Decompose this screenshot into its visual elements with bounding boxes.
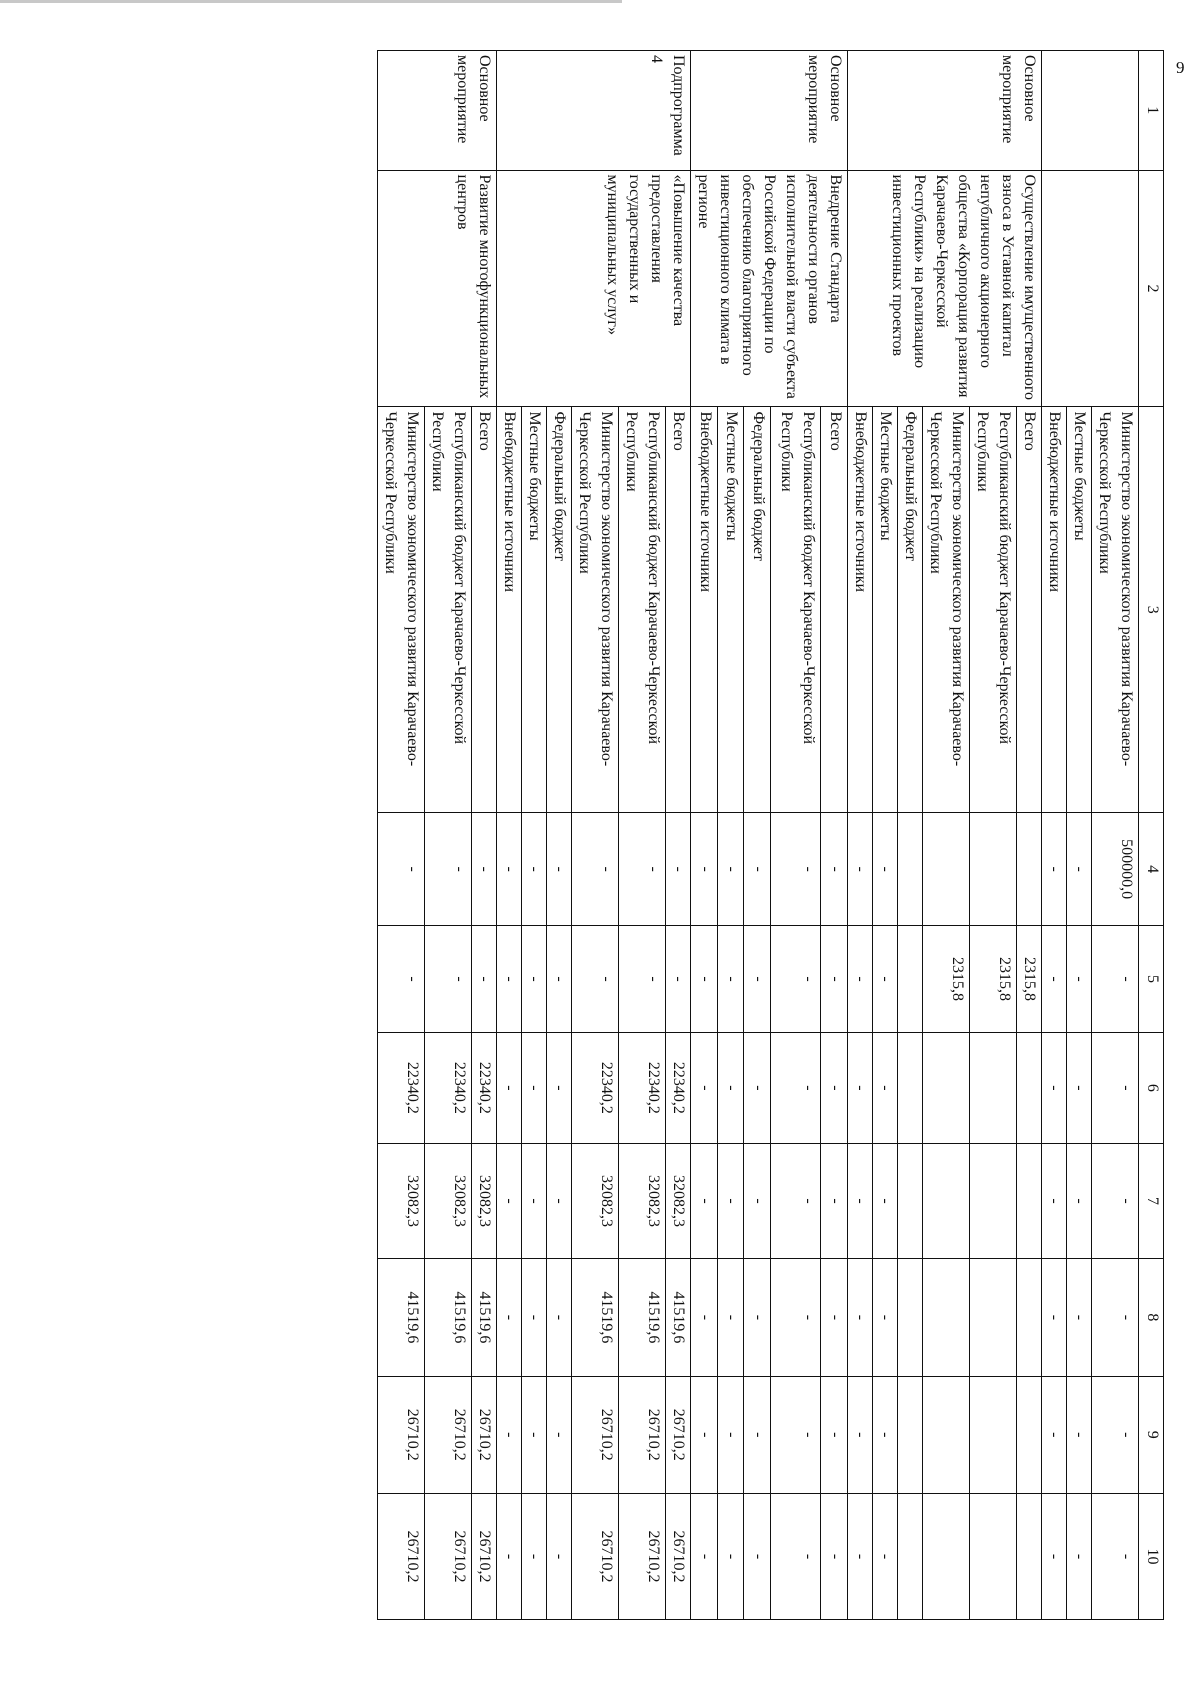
column-header: 10 <box>1139 1493 1164 1619</box>
amount-cell <box>970 1259 1017 1376</box>
amount-cell: - <box>522 813 547 926</box>
amount-cell: - <box>522 1493 547 1619</box>
amount-cell: 41519,6 <box>472 1259 497 1376</box>
amount-cell: 26710,2 <box>378 1493 425 1619</box>
amount-cell <box>1017 1259 1042 1376</box>
amount-cell: - <box>522 1259 547 1376</box>
amount-cell: - <box>497 1259 522 1376</box>
amount-cell: - <box>873 1143 898 1258</box>
amount-cell <box>970 1032 1017 1143</box>
program-name-cell: Развитие многофункциональных центров <box>378 170 497 407</box>
program-name-cell <box>1042 170 1139 407</box>
amount-cell: - <box>717 1143 744 1258</box>
funding-source-cell: Всего <box>472 407 497 813</box>
amount-cell: - <box>771 813 821 926</box>
amount-cell: - <box>547 1259 572 1376</box>
amount-cell: - <box>848 1376 873 1493</box>
amount-cell: - <box>1042 926 1067 1033</box>
amount-cell: - <box>472 926 497 1033</box>
amount-cell: - <box>717 1259 744 1376</box>
amount-cell: - <box>1092 1376 1139 1493</box>
amount-cell: - <box>497 1493 522 1619</box>
amount-cell: 32082,3 <box>425 1143 472 1258</box>
amount-cell: - <box>1092 1032 1139 1143</box>
amount-cell: 41519,6 <box>666 1259 691 1376</box>
amount-cell: - <box>1067 1259 1092 1376</box>
table-row <box>1092 51 1139 1620</box>
amount-cell: - <box>547 1493 572 1619</box>
amount-cell: - <box>572 813 619 926</box>
funding-source-cell: Всего <box>1017 407 1042 813</box>
amount-cell <box>923 1493 970 1619</box>
column-header: 9 <box>1139 1376 1164 1493</box>
amount-cell <box>970 1493 1017 1619</box>
column-header: 2 <box>1139 170 1164 407</box>
amount-cell: 26710,2 <box>666 1493 691 1619</box>
amount-cell <box>898 1493 923 1619</box>
amount-cell: 26710,2 <box>472 1493 497 1619</box>
amount-cell: - <box>717 926 744 1033</box>
amount-cell: - <box>1092 1143 1139 1258</box>
column-number-row <box>1139 51 1164 1620</box>
amount-cell: 41519,6 <box>619 1259 666 1376</box>
funding-source-cell: Местные бюджеты <box>522 407 547 813</box>
amount-cell: - <box>744 1376 771 1493</box>
amount-cell: - <box>1067 1143 1092 1258</box>
amount-cell: 22340,2 <box>619 1032 666 1143</box>
amount-cell <box>898 926 923 1033</box>
amount-cell: - <box>821 1376 848 1493</box>
amount-cell <box>970 1376 1017 1493</box>
amount-cell: 26710,2 <box>472 1376 497 1493</box>
amount-cell: - <box>873 1493 898 1619</box>
funding-source-cell: Республиканский бюджет Карачаево-Черкесской Республики <box>619 407 666 813</box>
amount-cell: - <box>821 1259 848 1376</box>
amount-cell <box>898 1376 923 1493</box>
amount-cell: - <box>771 1376 821 1493</box>
amount-cell: 2315,8 <box>1017 926 1042 1033</box>
amount-cell: - <box>771 1259 821 1376</box>
amount-cell: - <box>717 1032 744 1143</box>
column-header: 7 <box>1139 1143 1164 1258</box>
amount-cell: - <box>1067 1493 1092 1619</box>
amount-cell: - <box>771 1143 821 1258</box>
amount-cell <box>923 1032 970 1143</box>
amount-cell: - <box>848 926 873 1033</box>
funding-source-cell: Местные бюджеты <box>717 407 744 813</box>
amount-cell: 41519,6 <box>425 1259 472 1376</box>
amount-cell: - <box>873 926 898 1033</box>
amount-cell: - <box>497 813 522 926</box>
amount-cell: 2315,8 <box>970 926 1017 1033</box>
amount-cell: - <box>425 813 472 926</box>
amount-cell: - <box>691 1493 718 1619</box>
amount-cell: - <box>547 1143 572 1258</box>
amount-cell: - <box>1067 813 1092 926</box>
amount-cell: - <box>1067 926 1092 1033</box>
column-header: 4 <box>1139 813 1164 926</box>
amount-cell: - <box>821 1032 848 1143</box>
amount-cell <box>923 1376 970 1493</box>
column-header: 5 <box>1139 926 1164 1033</box>
amount-cell: - <box>873 1259 898 1376</box>
amount-cell <box>1017 813 1042 926</box>
amount-cell <box>1017 1143 1042 1258</box>
amount-cell: - <box>1067 1032 1092 1143</box>
column-header: 3 <box>1139 407 1164 813</box>
amount-cell <box>898 1032 923 1143</box>
row-type-cell <box>1042 51 1139 171</box>
amount-cell: - <box>1042 1032 1067 1143</box>
amount-cell: - <box>771 1032 821 1143</box>
row-type-cell: Основное мероприятие <box>848 51 1042 171</box>
amount-cell: - <box>522 1032 547 1143</box>
amount-cell: - <box>1042 813 1067 926</box>
amount-cell: - <box>691 1143 718 1258</box>
amount-cell: - <box>717 1493 744 1619</box>
column-header: 1 <box>1139 51 1164 171</box>
amount-cell: - <box>717 1376 744 1493</box>
amount-cell: - <box>1042 1376 1067 1493</box>
amount-cell: - <box>848 813 873 926</box>
amount-cell: - <box>873 1376 898 1493</box>
amount-cell: - <box>497 926 522 1033</box>
funding-source-cell: Республиканский бюджет Карачаево-Черкесской Республики <box>425 407 472 813</box>
funding-source-cell: Всего <box>666 407 691 813</box>
amount-cell: - <box>666 926 691 1033</box>
table-body <box>378 51 1139 1620</box>
column-header: 8 <box>1139 1259 1164 1376</box>
table-row <box>666 51 691 1620</box>
amount-cell: - <box>848 1143 873 1258</box>
funding-source-cell: Внебюджетные источники <box>691 407 718 813</box>
amount-cell <box>970 1143 1017 1258</box>
amount-cell: 41519,6 <box>572 1259 619 1376</box>
amount-cell: - <box>522 1376 547 1493</box>
amount-cell: - <box>744 813 771 926</box>
amount-cell: - <box>717 813 744 926</box>
amount-cell: 22340,2 <box>472 1032 497 1143</box>
table-row <box>1017 51 1042 1620</box>
amount-cell: - <box>1092 926 1139 1033</box>
row-type-cell: Подпрограмма 4 <box>497 51 691 171</box>
amount-cell: 22340,2 <box>572 1032 619 1143</box>
row-type-cell: Основное мероприятие <box>378 51 497 171</box>
amount-cell: - <box>821 1143 848 1258</box>
amount-cell: - <box>378 813 425 926</box>
amount-cell: - <box>744 1259 771 1376</box>
amount-cell: - <box>1042 1493 1067 1619</box>
funding-source-cell: Республиканский бюджет Карачаево-Черкесской Республики <box>771 407 821 813</box>
amount-cell: - <box>821 926 848 1033</box>
amount-cell: - <box>744 1032 771 1143</box>
amount-cell: - <box>1092 1493 1139 1619</box>
amount-cell: 2315,8 <box>923 926 970 1033</box>
column-header: 6 <box>1139 1032 1164 1143</box>
amount-cell <box>923 1143 970 1258</box>
amount-cell: - <box>547 1376 572 1493</box>
amount-cell: 26710,2 <box>619 1376 666 1493</box>
amount-cell: 26710,2 <box>619 1493 666 1619</box>
amount-cell: - <box>691 813 718 926</box>
amount-cell: - <box>547 813 572 926</box>
amount-cell <box>1017 1032 1042 1143</box>
funding-source-cell: Республиканский бюджет Карачаево-Черкесской Республики <box>970 407 1017 813</box>
funding-source-cell: Министерство экономического развития Карачаево-Черкесской Республики <box>572 407 619 813</box>
amount-cell: - <box>821 1493 848 1619</box>
amount-cell: - <box>497 1032 522 1143</box>
amount-cell: - <box>873 813 898 926</box>
amount-cell: - <box>848 1259 873 1376</box>
amount-cell: - <box>1042 1143 1067 1258</box>
amount-cell: - <box>547 926 572 1033</box>
amount-cell: - <box>619 813 666 926</box>
amount-cell: 26710,2 <box>425 1376 472 1493</box>
program-name-cell: Осуществление имущественного взноса в Уставной капитал непубличного акционерного общества «Корпорация развития Карачаево-Черкесской Республики» на реализацию инвестиционных проектов <box>848 170 1042 407</box>
amount-cell: 32082,3 <box>572 1143 619 1258</box>
amount-cell: 26710,2 <box>572 1376 619 1493</box>
program-name-cell: Внедрение Стандарта деятельности органов исполнительной власти субъекта Российской Федерации по обеспечению благоприятного инвестиционного климата в регионе <box>691 170 848 407</box>
amount-cell <box>1017 1376 1042 1493</box>
funding-source-cell: Министерство экономического развития Карачаево-Черкесской Республики <box>378 407 425 813</box>
amount-cell <box>898 813 923 926</box>
amount-cell: 32082,3 <box>378 1143 425 1258</box>
table-row <box>472 51 497 1620</box>
amount-cell: 22340,2 <box>425 1032 472 1143</box>
amount-cell: 26710,2 <box>425 1493 472 1619</box>
amount-cell <box>923 813 970 926</box>
amount-cell: 500000,0 <box>1092 813 1139 926</box>
amount-cell: - <box>522 1143 547 1258</box>
amount-cell: 22340,2 <box>378 1032 425 1143</box>
amount-cell: 26710,2 <box>666 1376 691 1493</box>
amount-cell: - <box>744 1143 771 1258</box>
page-number: 9 <box>1176 58 1185 77</box>
amount-cell <box>923 1259 970 1376</box>
amount-cell: - <box>691 1259 718 1376</box>
amount-cell: - <box>1092 1259 1139 1376</box>
scan-border-line <box>0 0 622 3</box>
amount-cell: - <box>771 1493 821 1619</box>
amount-cell: - <box>572 926 619 1033</box>
amount-cell: 26710,2 <box>378 1376 425 1493</box>
funding-source-cell: Внебюджетные источники <box>497 407 522 813</box>
amount-cell: - <box>547 1032 572 1143</box>
amount-cell: - <box>744 1493 771 1619</box>
funding-source-cell: Всего <box>821 407 848 813</box>
amount-cell: - <box>522 926 547 1033</box>
amount-cell: - <box>691 926 718 1033</box>
funding-source-cell: Федеральный бюджет <box>744 407 771 813</box>
amount-cell: - <box>425 926 472 1033</box>
amount-cell: - <box>848 1493 873 1619</box>
amount-cell: - <box>1067 1376 1092 1493</box>
amount-cell: - <box>848 1032 873 1143</box>
amount-cell: - <box>497 1376 522 1493</box>
funding-source-cell: Местные бюджеты <box>1067 407 1092 813</box>
funding-source-cell: Федеральный бюджет <box>547 407 572 813</box>
amount-cell: - <box>666 813 691 926</box>
amount-cell <box>898 1143 923 1258</box>
amount-cell: - <box>873 1032 898 1143</box>
funding-source-cell: Министерство экономического развития Карачаево-Черкесской Республики <box>1092 407 1139 813</box>
amount-cell: - <box>497 1143 522 1258</box>
funding-source-cell: Местные бюджеты <box>873 407 898 813</box>
budget-table <box>377 50 1164 1620</box>
amount-cell: - <box>771 926 821 1033</box>
amount-cell: - <box>619 926 666 1033</box>
amount-cell: 41519,6 <box>378 1259 425 1376</box>
amount-cell: - <box>691 1376 718 1493</box>
amount-cell <box>1017 1493 1042 1619</box>
program-name-cell: «Повышение качества предоставления государственных и муниципальных услуг» <box>497 170 691 407</box>
amount-cell: 32082,3 <box>472 1143 497 1258</box>
funding-source-cell: Федеральный бюджет <box>898 407 923 813</box>
table-row <box>821 51 848 1620</box>
amount-cell: - <box>691 1032 718 1143</box>
amount-cell: 22340,2 <box>666 1032 691 1143</box>
funding-source-cell: Министерство экономического развития Карачаево-Черкесской Республики <box>923 407 970 813</box>
amount-cell: 32082,3 <box>666 1143 691 1258</box>
row-type-cell: Основное мероприятие <box>691 51 848 171</box>
funding-source-cell: Внебюджетные источники <box>1042 407 1067 813</box>
amount-cell: - <box>744 926 771 1033</box>
funding-source-cell: Внебюджетные источники <box>848 407 873 813</box>
amount-cell: 26710,2 <box>572 1493 619 1619</box>
amount-cell: - <box>472 813 497 926</box>
amount-cell: - <box>1042 1259 1067 1376</box>
amount-cell: - <box>821 813 848 926</box>
amount-cell <box>898 1259 923 1376</box>
amount-cell <box>970 813 1017 926</box>
rotated-table-container <box>377 50 1164 1620</box>
amount-cell: - <box>378 926 425 1033</box>
amount-cell: 32082,3 <box>619 1143 666 1258</box>
